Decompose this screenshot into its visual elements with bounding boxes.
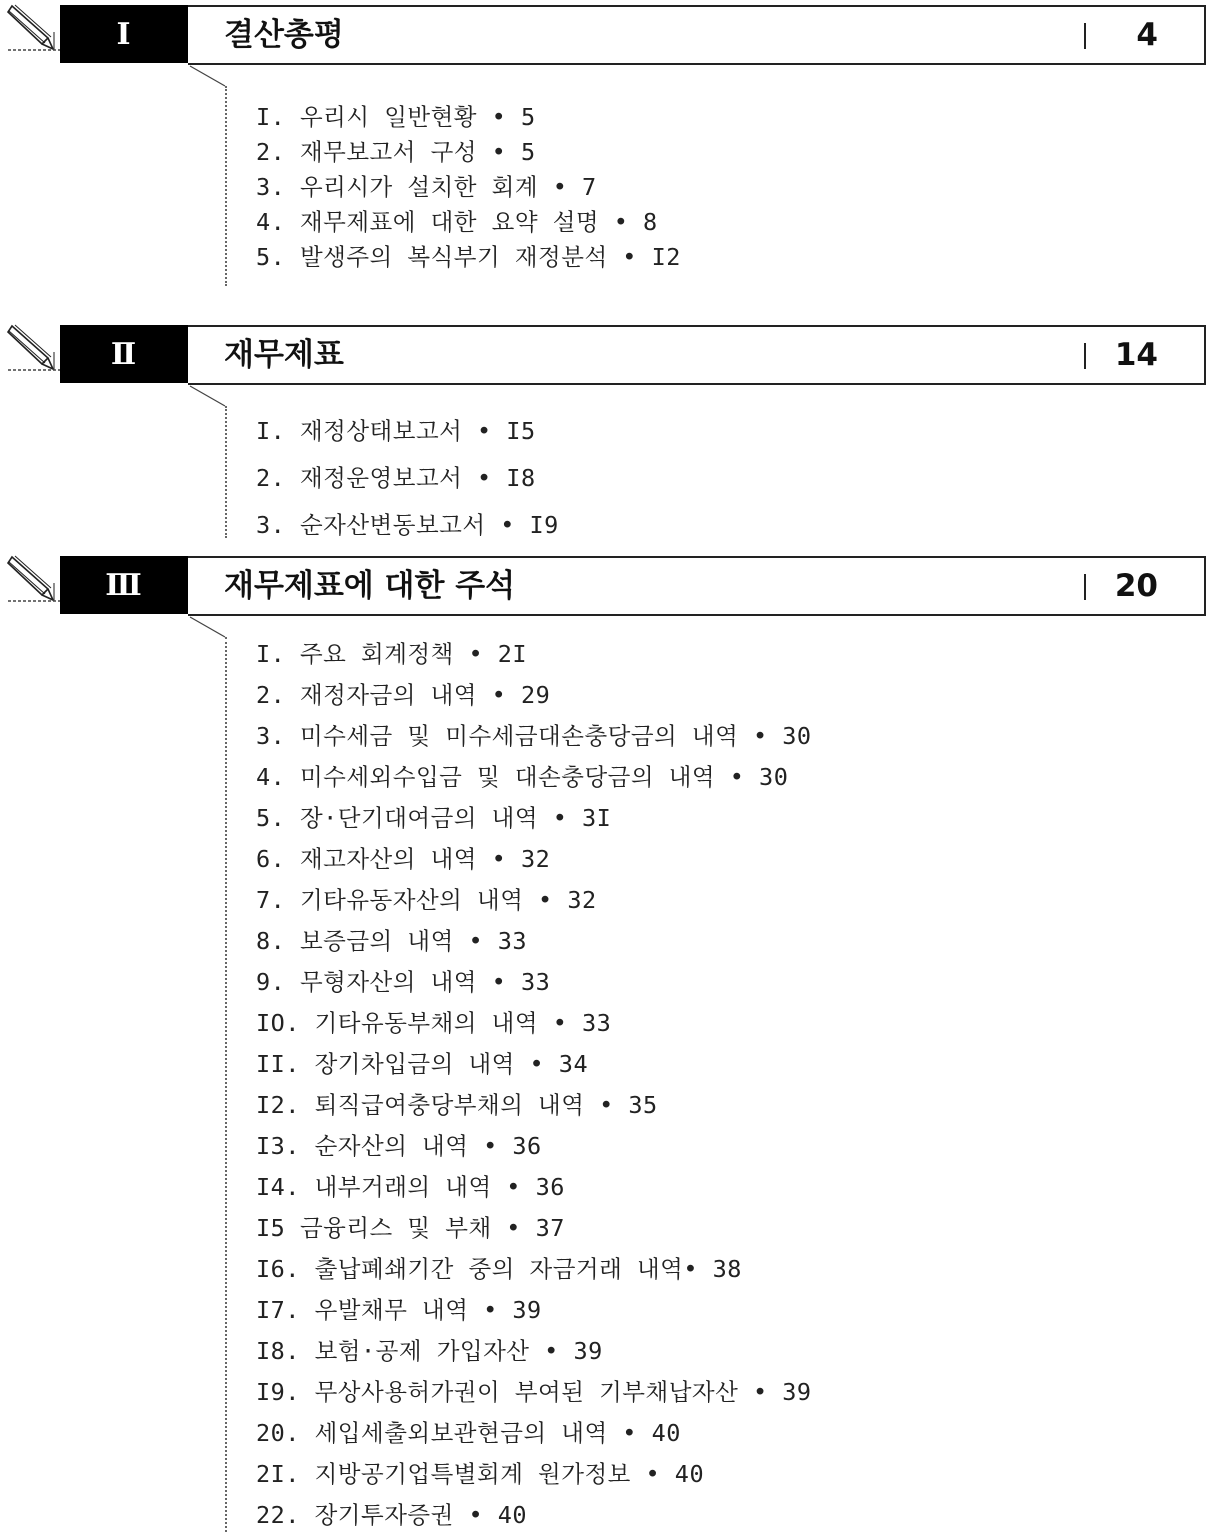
toc-item[interactable]: 3. 우리시가 설치한 회계 • 7 bbox=[256, 173, 597, 201]
toc-item[interactable]: I6. 출납폐쇄기간 중의 자금거래 내역• 38 bbox=[256, 1255, 742, 1283]
page-separator bbox=[1084, 23, 1086, 49]
toc-items bbox=[256, 635, 812, 1537]
toc-item[interactable]: I7. 우발채무 내역 • 39 bbox=[256, 1296, 542, 1324]
section-numeral: Ⅲ bbox=[60, 556, 188, 614]
toc-item[interactable]: 4. 미수세외수입금 및 대손충당금의 내역 • 30 bbox=[256, 763, 789, 791]
section-page-number: 14 bbox=[1114, 337, 1158, 373]
toc-item[interactable]: I3. 순자산의 내역 • 36 bbox=[256, 1132, 542, 1160]
toc-item[interactable]: I. 재정상태보고서 • I5 bbox=[256, 417, 536, 445]
toc-item[interactable]: I2. 퇴직급여충당부채의 내역 • 35 bbox=[256, 1091, 658, 1119]
toc-item[interactable]: I4. 내부거래의 내역 • 36 bbox=[256, 1173, 565, 1201]
toc-item[interactable]: 9. 무형자산의 내역 • 33 bbox=[256, 968, 551, 996]
page-separator bbox=[1084, 343, 1086, 369]
section-title-bar bbox=[188, 5, 1206, 65]
pencil-icon bbox=[6, 322, 62, 380]
toc-item[interactable]: 2. 재정자금의 내역 • 29 bbox=[256, 681, 551, 709]
toc-items bbox=[256, 98, 681, 273]
toc-item[interactable]: 20. 세입세출외보관현금의 내역 • 40 bbox=[256, 1419, 681, 1447]
toc-item[interactable]: I9. 무상사용허가권이 부여된 기부채납자산 • 39 bbox=[256, 1378, 812, 1406]
connector-line bbox=[0, 60, 240, 160]
toc-item[interactable]: 2. 재정운영보고서 • I8 bbox=[256, 464, 536, 492]
section-page-number: 20 bbox=[1114, 568, 1158, 604]
toc-item[interactable]: 3. 미수세금 및 미수세금대손충당금의 내역 • 30 bbox=[256, 722, 812, 750]
toc-items bbox=[256, 412, 559, 553]
section-header bbox=[0, 322, 1206, 380]
pencil-icon bbox=[6, 553, 62, 611]
dotted-guide-line bbox=[225, 86, 227, 286]
toc-item[interactable]: I5 금융리스 및 부채 • 37 bbox=[256, 1214, 565, 1242]
pencil-icon bbox=[6, 2, 62, 60]
toc-item[interactable]: 22. 장기투자증권 • 40 bbox=[256, 1501, 528, 1529]
section-title-bar bbox=[188, 325, 1206, 385]
toc-item[interactable]: I8. 보험·공제 가입자산 • 39 bbox=[256, 1337, 603, 1365]
dotted-guide-line bbox=[225, 637, 227, 1532]
toc-item[interactable]: 4. 재무제표에 대한 요약 설명 • 8 bbox=[256, 208, 658, 236]
toc-item[interactable]: I. 우리시 일반현황 • 5 bbox=[256, 103, 536, 131]
section-header bbox=[0, 553, 1206, 611]
toc-item[interactable]: 5. 발생주의 복식부기 재정분석 • I2 bbox=[256, 243, 681, 271]
page-separator bbox=[1084, 574, 1086, 600]
section-numeral: I bbox=[60, 5, 188, 63]
toc-item[interactable]: 2I. 지방공기업특별회계 원가정보 • 40 bbox=[256, 1460, 705, 1488]
toc-item[interactable]: 6. 재고자산의 내역 • 32 bbox=[256, 845, 551, 873]
toc-item[interactable]: II. 장기차입금의 내역 • 34 bbox=[256, 1050, 589, 1078]
section-numeral: Ⅱ bbox=[60, 325, 188, 383]
toc-item[interactable]: IO. 기타유동부채의 내역 • 33 bbox=[256, 1009, 612, 1037]
section-page-number: 4 bbox=[1136, 17, 1158, 53]
dotted-guide-line bbox=[225, 406, 227, 538]
toc-item[interactable]: I. 주요 회계정책 • 2I bbox=[256, 640, 528, 668]
toc-item[interactable]: 3. 순자산변동보고서 • I9 bbox=[256, 511, 559, 539]
section-title: 결산총평 bbox=[224, 17, 344, 53]
toc-item[interactable]: 5. 장·단기대여금의 내역 • 3I bbox=[256, 804, 612, 832]
section-title: 재무제표 bbox=[224, 337, 344, 373]
connector-line bbox=[0, 380, 240, 480]
toc-item[interactable]: 2. 재무보고서 구성 • 5 bbox=[256, 138, 536, 166]
toc-item[interactable]: 7. 기타유동자산의 내역 • 32 bbox=[256, 886, 597, 914]
section-title-bar bbox=[188, 556, 1206, 616]
connector-line bbox=[0, 611, 240, 711]
section-title: 재무제표에 대한 주석 bbox=[224, 568, 516, 604]
section-header bbox=[0, 2, 1206, 60]
toc-item[interactable]: 8. 보증금의 내역 • 33 bbox=[256, 927, 528, 955]
